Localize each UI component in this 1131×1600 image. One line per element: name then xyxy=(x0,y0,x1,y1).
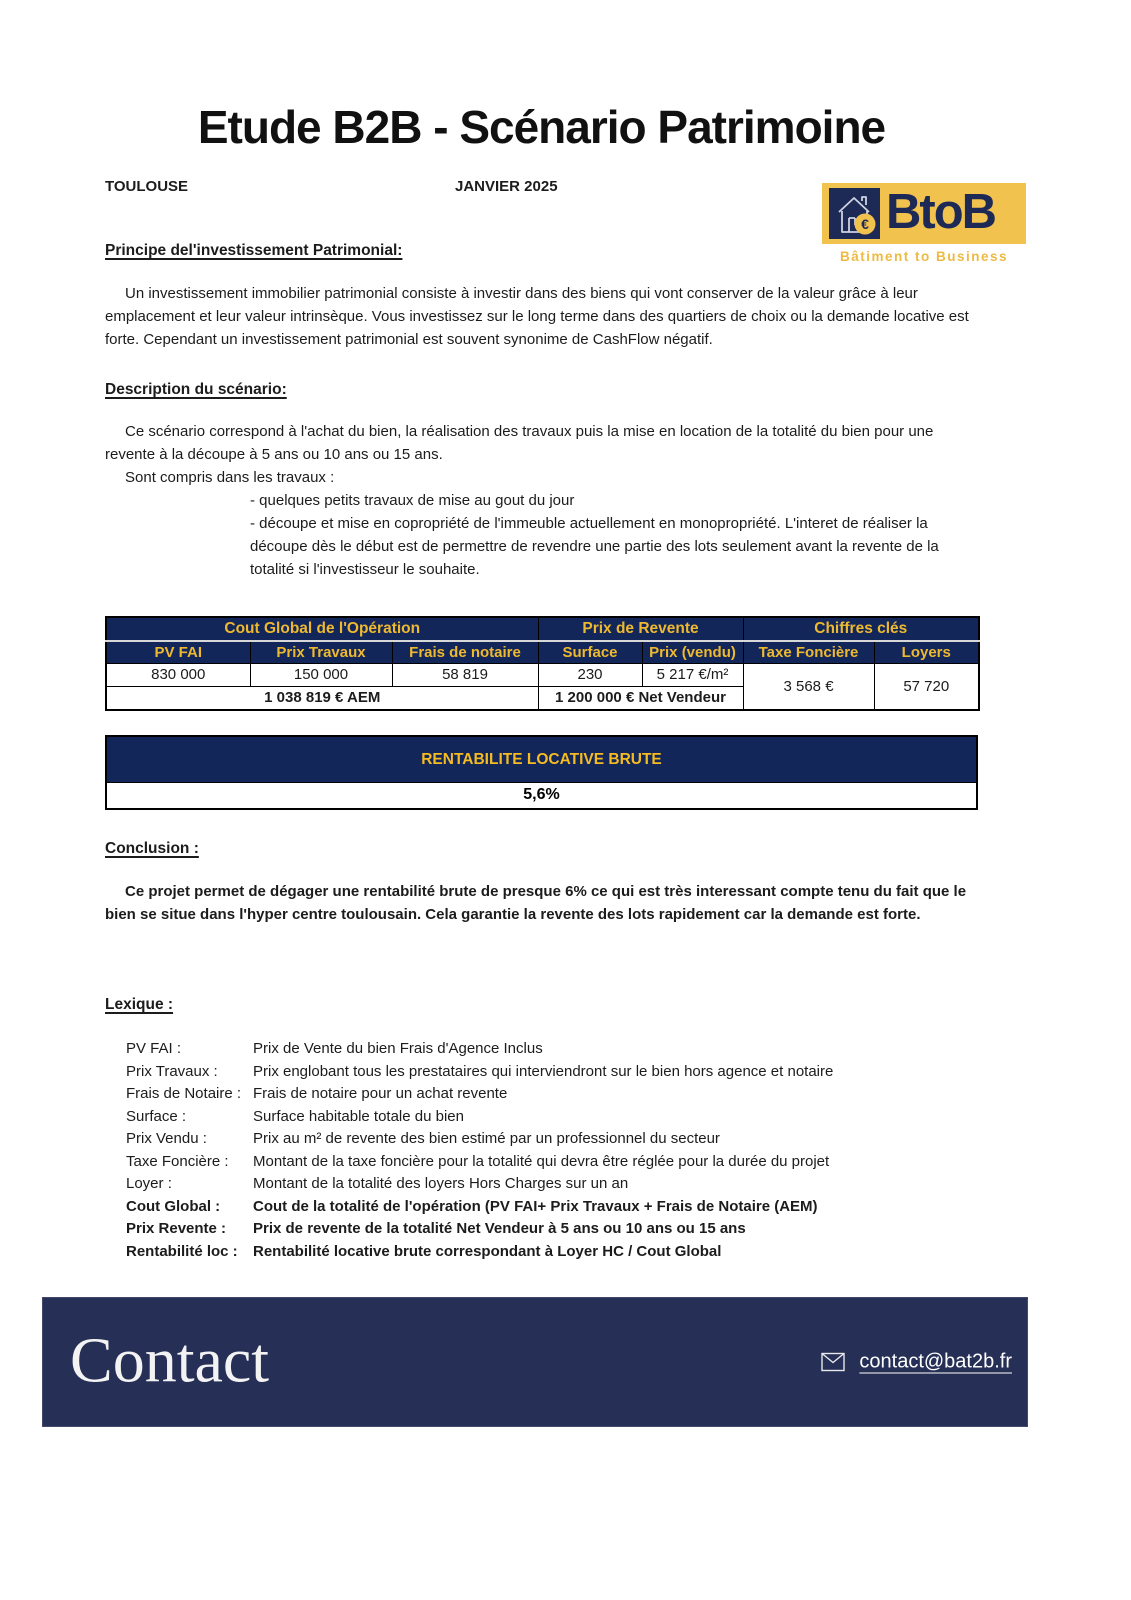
heading-description: Description du scénario: xyxy=(105,381,287,398)
contact-email-link[interactable]: contact@bat2b.fr xyxy=(859,1350,1012,1373)
group-header-prix-revente: Prix de Revente xyxy=(538,617,743,641)
conclusion-paragraph: Ce projet permet de dégager une rentabilité brute de presque 6% ce qui est très interessant compte tenu du fait que le bien se situe dans l'hyper centre toulousain. Cela garantie la revente des lots rapidement car la demande est forte. xyxy=(105,883,967,923)
lexique-term: Prix Vendu : xyxy=(126,1130,207,1147)
lexique-term: PV FAI : xyxy=(126,1040,182,1057)
logo-tagline: Bâtiment to Business xyxy=(839,249,1009,264)
logo-wordmark: BtoB xyxy=(886,184,996,239)
lexique-def: Cout de la totalité de l'opération (PV FAI+ Prix Travaux + Frais de Notaire (AEM) xyxy=(253,1197,818,1215)
heading-principe: Principe del'investissement Patrimonial: xyxy=(105,242,403,259)
lexique-term: Loyer : xyxy=(126,1175,172,1192)
heading-conclusion: Conclusion : xyxy=(105,840,199,857)
lexique-def: Prix au m² de revente des bien estimé par un professionnel du secteur xyxy=(253,1130,720,1147)
works-bullet-2: - découpe et mise en copropriété de l'immeuble actuellement en monopropriété. L'interet de réaliser la découpe dès le début est de permettre de revendre une partie des lots seulement avant la revente de la totalité si l'investisseur le souhaite. xyxy=(250,515,939,578)
rentability-label: RENTABILITE LOCATIVE BRUTE xyxy=(107,737,976,782)
value-loyers: 57 720 xyxy=(874,663,979,710)
rentability-box xyxy=(105,735,978,810)
lexique-def: Prix de revente de la totalité Net Vendeur à 5 ans ou 10 ans ou 15 ans xyxy=(253,1220,746,1237)
envelope-icon xyxy=(821,1353,845,1372)
lexique-row-prix-vendu xyxy=(126,1128,978,1151)
meta-row xyxy=(105,178,978,198)
value-pv-fai: 830 000 xyxy=(106,663,250,686)
lexique-row-pv-fai xyxy=(126,1038,978,1061)
col-header-prix-travaux: Prix Travaux xyxy=(250,641,392,663)
city-label: TOULOUSE xyxy=(105,178,189,195)
date-label: JANVIER 2025 xyxy=(455,178,558,195)
lexique-def: Montant de la taxe foncière pour la totalité qui devra être réglée pour la durée du projet xyxy=(253,1152,830,1170)
lexique-def: Frais de notaire pour un achat revente xyxy=(253,1085,508,1102)
lexique-def: Prix de Vente du bien Frais d'Agence Inclus xyxy=(253,1040,543,1057)
lexique-def: Rentabilité locative brute correspondant à Loyer HC / Cout Global xyxy=(253,1242,722,1260)
lexique-row-surface xyxy=(126,1106,978,1129)
lexique-row-prix-revente xyxy=(126,1218,978,1241)
col-header-prix-vendu: Prix (vendu) xyxy=(642,641,743,663)
col-header-frais-notaire: Frais de notaire xyxy=(392,641,538,663)
lexique-row-prix-travaux xyxy=(126,1061,978,1084)
table-values-row xyxy=(106,663,979,686)
total-cout-global: 1 038 819 € AEM xyxy=(106,686,538,710)
lexique-term: Prix Travaux : xyxy=(126,1062,218,1080)
col-header-taxe-fonciere: Taxe Foncière xyxy=(743,641,874,663)
table-group-header-row xyxy=(106,617,979,641)
contact-email-row xyxy=(821,1351,1012,1374)
value-taxe-fonciere: 3 568 € xyxy=(743,663,874,710)
lexique-def: Montant de la totalité des loyers Hors Charges sur un an xyxy=(253,1175,629,1192)
group-header-chiffres-cles: Chiffres clés xyxy=(743,617,979,641)
lexique-term: Frais de Notaire : xyxy=(126,1085,242,1102)
svg-text:€: € xyxy=(861,216,869,232)
lexique-def: Surface habitable totale du bien xyxy=(253,1107,464,1125)
contact-banner xyxy=(42,1297,1028,1427)
lexique-row-frais-notaire xyxy=(126,1083,978,1106)
lexique-term: Taxe Foncière : xyxy=(126,1152,229,1170)
lexique-term: Prix Revente : xyxy=(126,1220,227,1237)
table-column-header-row xyxy=(106,641,979,663)
lexique-term: Surface : xyxy=(126,1107,187,1125)
col-header-surface: Surface xyxy=(538,641,642,663)
rentability-value: 5,6% xyxy=(107,782,976,808)
lexique-term: Cout Global : xyxy=(126,1197,221,1215)
col-header-pv-fai: PV FAI xyxy=(106,641,250,663)
works-bullet-list xyxy=(250,489,962,581)
lexique-row-rentabilite-loc xyxy=(126,1241,978,1264)
value-prix-travaux: 150 000 xyxy=(250,663,392,686)
description-paragraph-2: Sont compris dans les travaux : xyxy=(125,469,335,486)
page-title: Etude B2B - Scénario Patrimoine xyxy=(197,101,886,153)
lexique-row-taxe-fonciere xyxy=(126,1151,978,1174)
value-frais-notaire: 58 819 xyxy=(392,663,538,686)
col-header-loyers: Loyers xyxy=(874,641,979,663)
value-surface: 230 xyxy=(538,663,642,686)
heading-lexique: Lexique : xyxy=(105,996,174,1013)
group-header-cout-global: Cout Global de l'Opération xyxy=(106,617,538,641)
lexique-def: Prix englobant tous les prestataires qui interviendront sur le bien hors agence et notaire xyxy=(253,1062,834,1080)
description-paragraph-1: Ce scénario correspond à l'achat du bien, la réalisation des travaux puis la mise en location de la totalité du bien pour une revente à la découpe à 5 ans ou 10 ans ou 15 ans. xyxy=(105,423,934,463)
lexique-term: Rentabilité loc : xyxy=(126,1242,238,1260)
value-prix-vendu: 5 217 €/m² xyxy=(642,663,743,686)
operation-table xyxy=(105,616,980,711)
lexique-row-cout-global xyxy=(126,1196,978,1219)
total-prix-revente: 1 200 000 € Net Vendeur xyxy=(538,686,743,710)
principe-paragraph: Un investissement immobilier patrimonial consiste à investir dans des biens qui vont conserver de la valeur grâce à leur emplacement et leur valeur intrinsèque. Vous investissez sur le long terme dans des quartiers de choix ou la demande locative est forte. Cependant un investissement patrimonial est souvent synonime de CashFlow négatif. xyxy=(105,285,969,348)
lexique-row-loyer xyxy=(126,1173,978,1196)
works-bullet-1: - quelques petits travaux de mise au gout du jour xyxy=(250,492,575,509)
lexique-list xyxy=(126,1038,978,1263)
contact-title: Contact xyxy=(70,1324,270,1396)
